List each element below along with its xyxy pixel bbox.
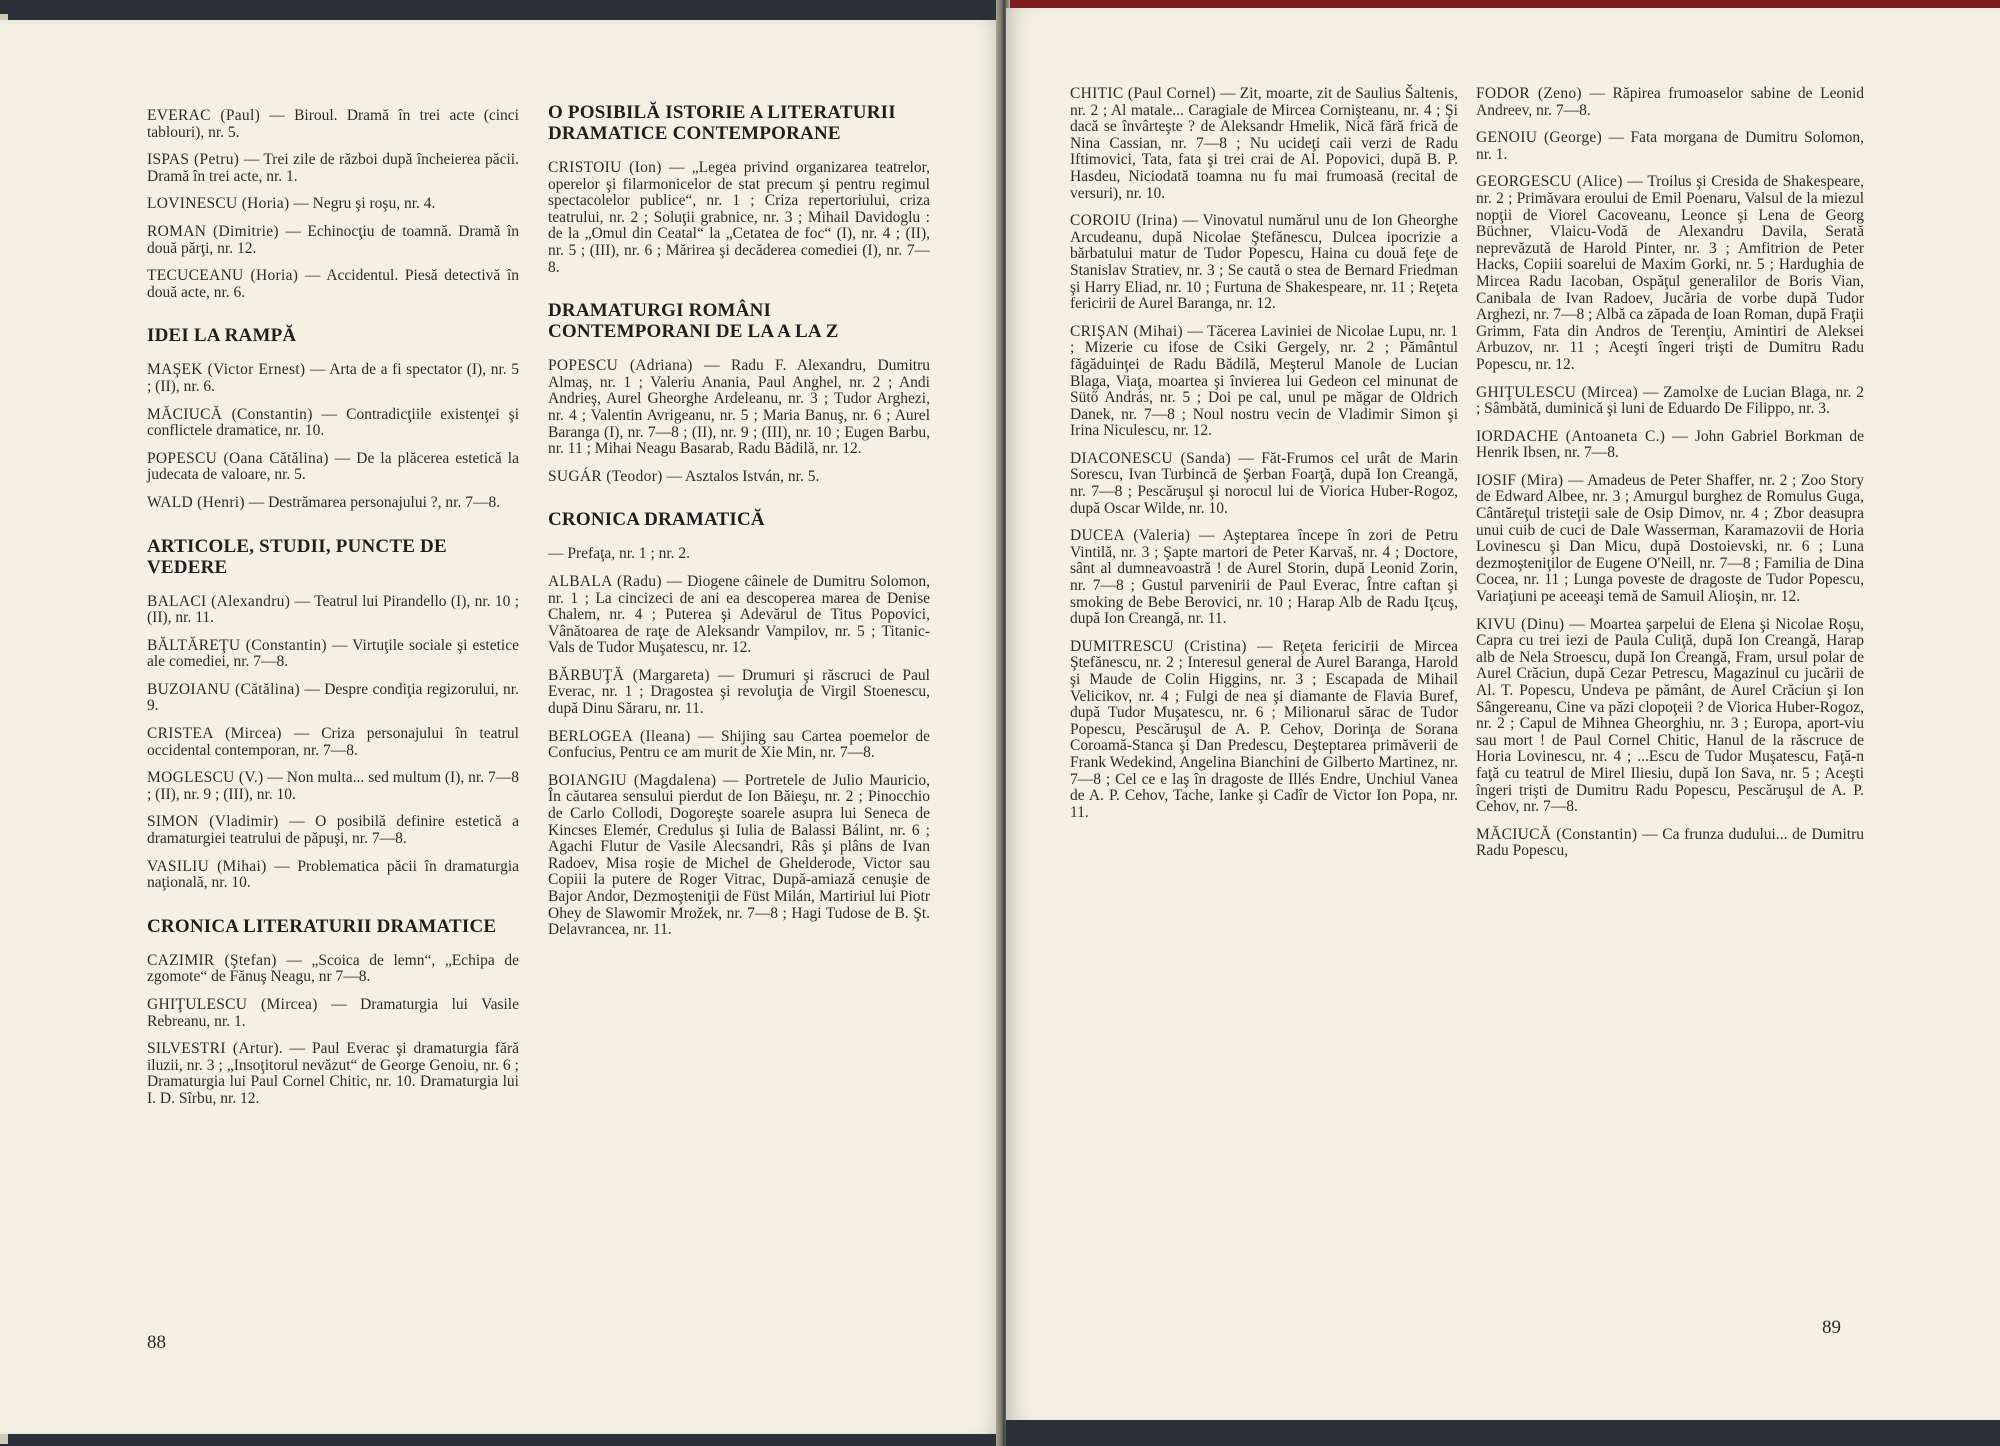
entry-text: — Zit, moarte, zit de Saulius Šaltenis, nr. 2 ; Al matale... Caragiale de Mircea Cornişteanu, nr. 4 ; Şi dacă se învârteşte ? de Aleksandr Hmelik, Nică fără frică de Nina Cassian, nr. 7—8 ; Nu ucideţi caii verzi de Radu Iftimovici, Tata, fata şi trei crai de Al. Popovici, după B. P. Hasdeu, Niciodată toamna nu fu mai frumoasă (recital de versuri), nr. 10. xyxy=(1070,85,1458,202)
index-entry xyxy=(548,546,930,563)
author-name: CHITIC (Paul Cornel) xyxy=(1070,85,1216,102)
index-entry xyxy=(147,268,519,301)
section-heading: CRONICA DRAMATICĂ xyxy=(548,509,765,531)
index-entry xyxy=(548,574,930,657)
author-name: BOIANGIU (Magdalena) xyxy=(548,771,717,789)
author-name: ALBALA (Radu) xyxy=(548,572,662,590)
index-entry xyxy=(548,469,930,486)
author-name: BĂRBUŢĂ (Margareta) xyxy=(548,666,710,684)
page-number-right: 89 xyxy=(1822,1317,1841,1338)
index-entry xyxy=(1476,174,1864,373)
index-entry xyxy=(1476,429,1864,462)
author-name: GHIŢULESCU (Mircea) xyxy=(147,996,318,1013)
entry-text: — Contradicţiile existenţei şi conflictele dramatice, nr. 10. xyxy=(147,405,519,440)
entry-text: — Diogene câinele de Dumitru Solomon, nr. 1 ; La cincizeci de ani ea descoperea marea de Denise Chalem, nr. 4 ; Puterea şi Adevărul de Titus Popovici, Vânătoarea de raţe de Aleksandr Vampilov, nr. 5 ; Titanic-Vals de Tudor Muşatescu, nr. 12. xyxy=(548,572,930,657)
right-page-column-2 xyxy=(1476,86,1864,871)
author-name: POPESCU (Adriana) xyxy=(548,357,693,375)
author-name: IORDACHE (Antoaneta C.) xyxy=(1476,427,1666,445)
entry-text: — Făt-Frumos cel urât de Marin Sorescu, Ivan Turbincă de Şerban Foarţă, după Ion Creangă, nr. 7—8 ; Pescăruşul şi norocul lui de Viorica Huber-Rogoz, după Oscar Wilde, nr. 10. xyxy=(1070,449,1459,517)
index-entry xyxy=(147,1041,519,1107)
index-entry xyxy=(147,362,519,395)
entry-text: — O posibilă definire estetică a dramaturgiei teatrului de păpuşi, nr. 7—8. xyxy=(147,813,519,848)
author-name: WALD (Henri) xyxy=(147,493,245,511)
author-name: BĂLTĂREŢU (Constantin) xyxy=(147,636,327,654)
entry-text: — Fata morgana de Dumitru Solomon, nr. 1. xyxy=(1476,129,1864,163)
index-entry xyxy=(1070,86,1458,202)
entry-text: — Moartea şarpelui de Elena şi Nicolae Roşu, Capra cu trei iezi de Paula Culiţă, după Ion Creangă, Harap alb de Nela Stroescu, după Ion Creangă, Fram, ursul polar de Aurel Crăciun, după Cezar Petrescu, Magazinul cu jucării de Al. T. Popescu, Undeva pe pământ, de Aurel Crăciun şi Ion Sângereanu, Cine va păzi clopoţeii ? de Viorica Huber-Rogoz, nr. 2 ; Capul de Mihnea Gheorghiu, nr. 3 ; Europa, aport-viu sau mort ! de Paul Cornel Chitic, Hanul de la răscruce de Horia Lovinescu, nr. 4 ; ...Escu de Tudor Muşatescu, Faţă-n faţă cu teatrul de Mirel Iliesiu, după Ion Sava, nr. 5 ; Aceşti îngeri trişti de Dumitru Radu Popescu, Pescăruşul de A. P. Cehov, nr. 7—8. xyxy=(1476,615,1864,816)
author-name: SUGÁR (Teodor) xyxy=(548,467,663,485)
entry-text: — Ca frunza dudului... de Dumitru Radu Popescu, xyxy=(1476,825,1864,860)
author-name: DIACONESCU (Sanda) xyxy=(1070,449,1231,467)
background-strip xyxy=(1006,1420,2000,1446)
author-name: MAŞEK (Victor Ernest) xyxy=(147,361,306,379)
index-entry xyxy=(548,773,930,939)
author-name: SILVESTRI (Artur) xyxy=(147,1040,279,1058)
index-entry xyxy=(1070,213,1458,313)
entry-text: — De la plăcerea estetică la judecata de valoare, nr. 5. xyxy=(147,449,519,484)
entry-text: — Despre condiţia regizorului, nr. 9. xyxy=(147,680,519,715)
author-name: DUMITRESCU (Cristina) xyxy=(1070,637,1247,655)
author-name: LOVINESCU (Horia) xyxy=(147,195,290,213)
index-entry xyxy=(1476,130,1864,163)
author-name: POPESCU (Oana Cătălina) xyxy=(147,449,329,467)
left-page-column-1 xyxy=(147,108,519,1119)
author-name: MĂCIUCĂ (Constantin) xyxy=(147,405,313,423)
author-name: CAZIMIR (Ştefan) xyxy=(147,951,277,969)
entry-text: — Răpirea frumoaselor sabine de Leonid Andreev, nr. 7—8. xyxy=(1476,85,1865,119)
author-name: CRISTOIU (Ion) xyxy=(548,159,662,176)
index-entry xyxy=(1476,827,1864,860)
entry-text: — Reţeta fericirii de Mircea Ştefănescu, nr. 2 ; Interesul general de Aurel Baranga, Harold şi Maude de Colin Higgins, nr. 3 ; Escapada de Mihail Velicikov, nr. 4 ; Fulgi de nea şi diamante de Flavia Buref, după Tudor Muşatescu, nr. 6 ; Milionarul sărac de Tudor Popescu, Pescăruşul de A. P. Cehov, Dorinţa de Sorana Coroamă-Stanca şi Dan Predescu, Deşteptarea primăverii de Frank Wedekind, Angelina Bianchini de Gilberto Martinez, nr. 7—8 ; Cel ce e laş în dragoste de Illés Endre, Unchiul Vanea de A. P. Cehov, Tache, Ianke şi Cadîr de Victor Ion Popa, nr. 11. xyxy=(1070,637,1458,821)
entry-text: — Amadeus de Peter Shaffer, nr. 2 ; Zoo Story de Edward Albee, nr. 3 ; Amurgul burghez de Romulus Guga, Cântăreţul tristeţii sale de Osip Dimov, nr. 4 ; Zbor deasupra unui cuib de cuci de Dale Wasserman, Karamazovii de Horia Lovinescu şi Dan Micu, după Dostoievski, nr. 6 ; Luna dezmoşteniţilor de Eugene O'Neill, nr. 7—8 ; Familia de Dina Cocea, nr. 11 ; Lunga poveste de dragoste de Tudor Popescu, Variaţiuni pe aceeaşi temă de Samuil Alioşin, nr. 12. xyxy=(1476,471,1865,606)
index-entry xyxy=(1070,324,1458,440)
entry-text: — Drumuri şi răscruci de Paul Everac, nr. 1 ; Dragostea şi revoluţia de Virgil Stoenescu, după Dinu Săraru, nr. 11. xyxy=(548,666,930,718)
entry-text: — Destrămarea personajului ?, nr. 7—8. xyxy=(244,493,501,511)
index-entry xyxy=(548,358,930,458)
entry-text: — Teatrul lui Pirandello (I), nr. 10 ; (II), nr. 11. xyxy=(147,592,519,627)
right-page xyxy=(1006,8,2000,1422)
author-name: KIVU (Dinu) xyxy=(1476,615,1565,633)
section-heading: CRONICA LITERATURII DRAMATICE xyxy=(147,915,497,937)
entry-text: — Vinovatul numărul unu de Ion Gheorghe Arcudeanu, după Nicolae Ştefănescu, Dulcea ipocrizie a bărbatului matur de Tudor Popescu, Haina cu două feţe de Stanislav Stratiev, nr. 3 ; Se caută o stea de Bernard Friedman şi Harry Eliad, nr. 10 ; Furtuna de Shakespeare, nr. 11 ; Reţeta fericirii de Aurel Baranga, nr. 12. xyxy=(1070,212,1459,313)
entry-text: — Troilus şi Cresida de Shakespeare, nr. 2 ; Primăvara eroului de Emil Poenaru, Valsul de la miezul nopţii de Viorel Cacoveanu, Leonce şi Lena de Georg Büchner, Vlaicu-Vodă de Alexandru Davila, Serată neprevăzută de Harold Pinter, nr. 3 ; Amfitrion de Peter Hacks, Copiii soarelui de Maxim Gorki, nr. 5 ; Hardughia de Mircea Radu Iacoban, Ospăţul generalilor de Boris Vian, Canibala de Ivan Radoev, Jucăria de vorbe după Tudor Arghezi, nr. 7—8 ; Albă ca zăpada de Ioan Roman, după Fraţii Grimm, Fata din Andros de Terenţiu, Amintiri de Aleksei Arbuzov, nr. 11 ; Aceşti îngeri trişti de Dumitru Radu Popescu, nr. 12. xyxy=(1476,173,1864,373)
left-page xyxy=(0,20,1002,1434)
index-entry xyxy=(147,594,519,627)
author-name: EVERAC (Paul) xyxy=(147,107,261,124)
index-entry xyxy=(147,638,519,671)
index-entry xyxy=(147,859,519,892)
entry-text: — Portretele de Julio Mauricio, În căutarea sensului pierdut de Ion Băieşu, nr. 2 ; Pinocchio de Carlo Collodi, Dogoreşte soarele asupra lui Seneca de Kincses Elemér, Credulus şi Iulia de Balassi Bálint, nr. 6 ; Agachi Flutur de Vasile Alecsandri, Râs şi plâns de Ivan Radoev, Misa roşie de Michel de Ghelderode, Victor sau Copiii la putere de Roger Vitrac, După-amiază cenuşie de Bajor Andor, Dezmoşteniţii de Füst Milán, Martiriul lui Piotr Ohey de Slawomir Mrožek, nr. 7—8 ; Hagi Tudose de B. Şt. Delavrancea, nr. 11. xyxy=(548,771,931,939)
author-name: MOGLESCU (V.) xyxy=(147,769,264,787)
section-heading: IDEI LA RAMPĂ xyxy=(147,325,297,347)
author-name: FODOR (Zeno) xyxy=(1476,85,1582,102)
index-entry xyxy=(1476,385,1864,418)
entry-text: — „Scoica de lemn“, „Echipa de zgomote“ de Fănuş Neagu, nr 7—8. xyxy=(147,951,519,986)
author-name: MĂCIUCĂ (Constantin) xyxy=(1476,825,1638,843)
entry-text: — Non multa... sed multum (I), nr. 7—8 ; (II), nr. 9 ; (III), nr. 10. xyxy=(147,769,520,803)
author-name: GEORGESCU (Alice) xyxy=(1476,173,1623,191)
author-name: BERLOGEA (Ileana) xyxy=(548,727,691,745)
index-entry xyxy=(147,770,519,803)
page-number-left: 88 xyxy=(147,1332,166,1353)
entry-text: — Shijing sau Cartea poemelor de Confucius, Pentru ce am murit de Xie Min, nr. 7—8. xyxy=(548,727,931,762)
index-entry xyxy=(1476,473,1864,606)
author-name: GHIŢULESCU (Mircea) xyxy=(1476,383,1639,401)
entry-text: — Arta de a fi spectator (I), nr. 5 ; (II), nr. 6. xyxy=(147,361,519,395)
index-entry xyxy=(147,224,519,257)
entry-text: — Virtuţile sociale şi estetice ale comediei, nr. 7—8. xyxy=(147,636,519,671)
author-name: VASILIU (Mihai) xyxy=(147,857,267,875)
section-heading: O POSIBILĂ ISTORIE A LITERATURII DRAMATICE CONTEMPORANE xyxy=(548,102,896,144)
book-cover-edge xyxy=(1010,0,2000,8)
author-name: ISPAS (Petru) xyxy=(147,151,240,169)
index-entry xyxy=(147,953,519,986)
entry-text: — Zamolxe de Lucian Blaga, nr. 2 ; Sâmbătă, duminică şi luni de Eduardo De Filippo, nr. 3. xyxy=(1476,383,1864,418)
entry-text: — Dramaturgia lui Vasile Rebreanu, nr. 1. xyxy=(147,996,519,1030)
entry-text: — Negru şi roşu, nr. 4. xyxy=(289,195,436,213)
index-entry xyxy=(147,814,519,847)
index-entry xyxy=(1070,451,1458,517)
entry-text: — Problematica păcii în dramaturgia naţională, nr. 10. xyxy=(147,857,519,892)
index-entry xyxy=(1070,639,1458,822)
author-name: IOSIF (Mira) xyxy=(1476,471,1564,489)
author-name: TECUCEANU (Horia) xyxy=(147,267,299,285)
entry-text: — Trei zile de război după încheierea păcii. Dramă în trei acte, nr. 1. xyxy=(147,151,519,185)
author-name: BUZOIANU (Cătălina) xyxy=(147,680,300,698)
index-entry xyxy=(147,997,519,1030)
entry-text: — Asztalos István, nr. 5. xyxy=(662,467,820,485)
entry-text: — Prefaţa, nr. 1 ; nr. 2. xyxy=(548,545,691,563)
author-name: GENOIU (George) xyxy=(1476,129,1603,147)
author-name: CRISTEA (Mircea) xyxy=(147,725,282,743)
index-entry xyxy=(147,196,519,213)
index-entry xyxy=(147,682,519,715)
index-entry xyxy=(147,451,519,484)
entry-text: — Criza personajului în teatrul occidental contemporan, nr. 7—8. xyxy=(147,725,519,759)
right-page-column-1 xyxy=(1070,86,1458,832)
left-page-column-2 xyxy=(548,102,930,950)
entry-text: — Tăcerea Laviniei de Nicolae Lupu, nr. 1 ; Mizerie cu ifose de Csiki Gergely, nr. 2 ; Pământul făgăduinţei de Radu Bădilă, Meşterul Manole de Lucian Blaga, Viaţa, moartea şi învierea lui Gedeon cel minunat de Sütő András, nr. 5 ; Doi pe cal, unul pe măgar de Oldrich Danek, nr. 7—8 ; Noul nostru vecin de Vladimir Simon şi Irina Niculescu, nr. 12. xyxy=(1070,322,1458,440)
entry-text: — Accidentul. Piesă detectivă în două acte, nr. 6. xyxy=(147,267,520,301)
index-entry xyxy=(548,668,930,718)
entry-text: — Biroul. Dramă în trei acte (cinci tablouri), nr. 5. xyxy=(147,107,519,141)
entry-text: — Radu F. Alexandru, Dumitru Almaş, nr. 1 ; Valeriu Anania, Paul Anghel, nr. 2 ; Andi Andrieş, Aurel Gheorghe Ardeleanu, nr. 3 ; Tudor Arghezi, nr. 4 ; Valentin Avrigeanu, nr. 5 ; Maria Banuş, nr. 6 ; Aurel Baranga (I), nr. 7—8 ; (II), nr. 9 ; (III), nr. 10 ; Eugen Barbu, nr. 11 ; Mihai Neagu Basarab, Radu Bădilă, nr. 12. xyxy=(548,357,930,458)
index-entry xyxy=(1476,617,1864,816)
index-entry xyxy=(548,160,930,276)
index-entry xyxy=(147,495,519,512)
entry-text: — John Gabriel Borkman de Henrik Ibsen, nr. 7—8. xyxy=(1476,427,1865,462)
index-entry xyxy=(147,152,519,185)
index-entry xyxy=(147,407,519,440)
section-heading: ARTICOLE, STUDII, PUNCTE DE VEDERE xyxy=(147,535,447,578)
index-entry xyxy=(1070,528,1458,628)
author-name: SIMON (Vladimir) xyxy=(147,813,279,831)
author-name: CRIŞAN (Mihai) xyxy=(1070,322,1183,340)
entry-text: — „Legea privind organizarea teatrelor, operelor şi filarmonicelor de stat precum şi pentru regimul spectacolelor publice“, nr. 1 ; Criza repertoriului, criza teatrului, nr. 2 ; Soluţii grabnice, nr. 3 ; Mihail Davidoglu : de la „Omul din Ceatal“ la „Cetatea de foc“ (I), nr. 4 ; (II), nr. 5 ; (III), nr. 6 ; Mărirea şi decăderea comediei (I), nr. 7—8. xyxy=(548,159,930,276)
entry-text: — Aşteptarea începe în zori de Petru Vintilă, nr. 3 ; Şapte martori de Peter Karvaš, nr. 4 ; Doctore, sânt al dumneavoastră ! de Aurel Storin, după Leonid Zorin, nr. 7—8 ; Gustul parvenirii de Paul Everac, Între caftan şi smoking de Bebe Berovici, nr. 10 ; Harap Alb de Radu Iţcuş, după Ion Creangă, nr. 11. xyxy=(1070,527,1458,628)
author-name: COROIU (Irina) xyxy=(1070,212,1178,230)
author-name: BALACI (Alexandru) xyxy=(147,592,291,610)
index-entry xyxy=(1476,86,1864,119)
author-name: DUCEA (Valeria) xyxy=(1070,527,1191,545)
entry-text: . — Paul Everac şi dramaturgia fără iluzii, nr. 3 ; „Insoţitorul nevăzut“ de George Genoiu, nr. 6 ; Dramaturgia lui Paul Cornel Chitic, nr. 10. Dramaturgia lui I. D. Sîrbu, nr. 12. xyxy=(147,1040,519,1107)
author-name: ROMAN (Dimitrie) xyxy=(147,222,279,240)
index-entry xyxy=(548,729,930,762)
section-heading: DRAMATURGI ROMÂNI CONTEMPORANI DE LA A LA Z xyxy=(548,300,839,343)
entry-text: — Echinocţiu de toamnă. Dramă în două părţi, nr. 12. xyxy=(147,222,519,257)
index-entry xyxy=(147,726,519,759)
index-entry xyxy=(147,108,519,141)
